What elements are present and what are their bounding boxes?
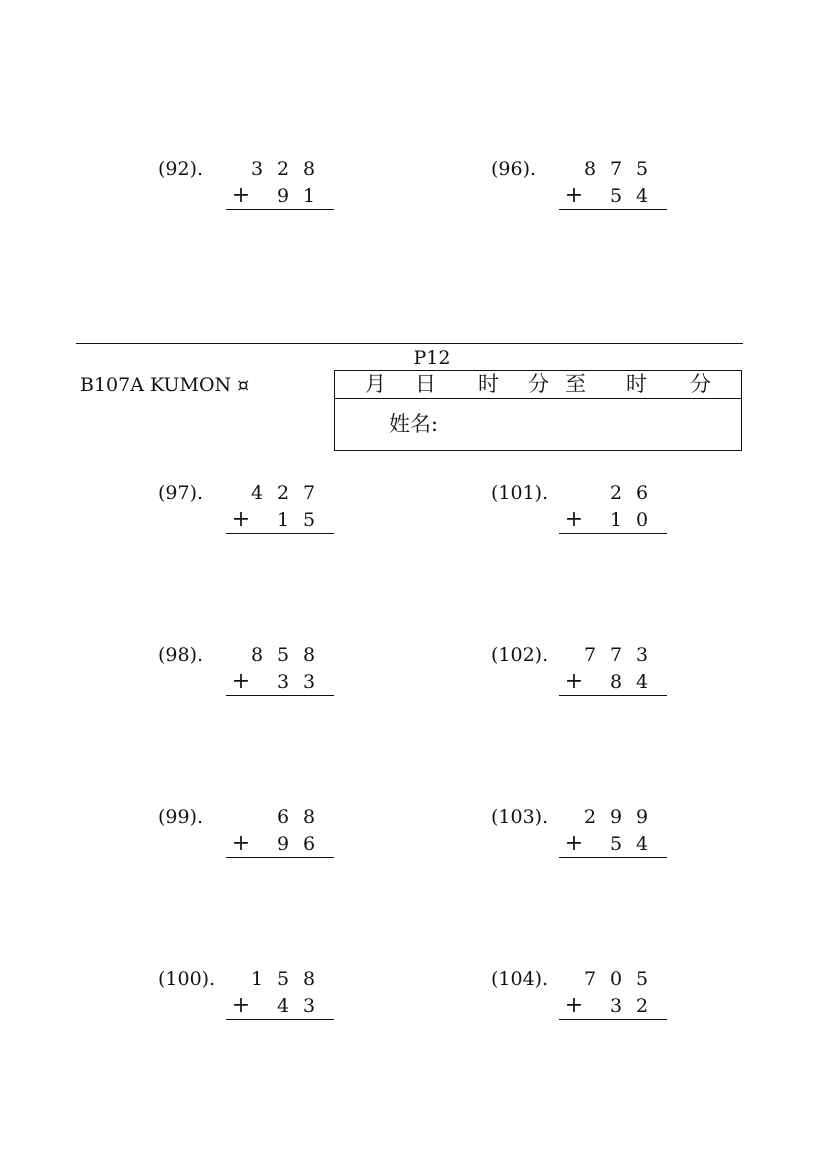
addend-bottom-digit: 4 bbox=[635, 185, 649, 207]
addend-bottom-digit: 3 bbox=[609, 995, 623, 1017]
addend-bottom-digit: 9 bbox=[276, 833, 290, 855]
plus-sign: + bbox=[231, 507, 251, 532]
addend-top-digit: 8 bbox=[583, 158, 597, 180]
addend-top-digit: 4 bbox=[250, 482, 264, 504]
addend-bottom-digit: 1 bbox=[609, 509, 623, 531]
page-number: P12 bbox=[413, 347, 451, 369]
name-label: 姓名: bbox=[389, 412, 439, 436]
addend-bottom-digit: 5 bbox=[302, 509, 316, 531]
answer-line bbox=[559, 1019, 667, 1020]
problem-102 bbox=[491, 643, 821, 703]
addend-bottom-digit: 3 bbox=[276, 671, 290, 693]
addend-top-digit: 2 bbox=[609, 482, 623, 504]
addend-top-digit: 8 bbox=[302, 158, 316, 180]
end-minute-field: 分 bbox=[690, 372, 711, 396]
addend-bottom-digit: 4 bbox=[635, 833, 649, 855]
plus-sign: + bbox=[231, 993, 251, 1018]
problem-number: (98). bbox=[158, 644, 204, 666]
addend-top-digit: 8 bbox=[302, 644, 316, 666]
addend-top-digit: 5 bbox=[635, 158, 649, 180]
addend-bottom-digit: 6 bbox=[302, 833, 316, 855]
addend-top-digit: 2 bbox=[583, 806, 597, 828]
problem-103 bbox=[491, 805, 821, 865]
problem-98 bbox=[158, 643, 488, 703]
addend-bottom-digit: 2 bbox=[635, 995, 649, 1017]
problem-number: (104). bbox=[491, 968, 549, 990]
problem-number: (92). bbox=[158, 158, 204, 180]
addend-bottom-digit: 5 bbox=[609, 185, 623, 207]
worksheet-code: B107A KUMON ¤ bbox=[80, 374, 250, 396]
problem-number: (96). bbox=[491, 158, 537, 180]
addend-top-digit: 7 bbox=[302, 482, 316, 504]
answer-line bbox=[226, 533, 334, 534]
addend-top-digit: 8 bbox=[302, 968, 316, 990]
problem-number: (103). bbox=[491, 806, 549, 828]
addend-top-digit: 0 bbox=[609, 968, 623, 990]
addend-top-digit: 5 bbox=[276, 644, 290, 666]
addend-bottom-digit: 1 bbox=[276, 509, 290, 531]
addend-top-digit: 8 bbox=[250, 644, 264, 666]
addend-bottom-digit: 9 bbox=[276, 185, 290, 207]
end-hour-field: 时 bbox=[626, 372, 647, 396]
section-divider bbox=[76, 343, 743, 344]
problem-number: (102). bbox=[491, 644, 549, 666]
answer-line bbox=[226, 695, 334, 696]
addend-top-digit: 5 bbox=[276, 968, 290, 990]
answer-line bbox=[559, 857, 667, 858]
problem-104 bbox=[491, 967, 821, 1027]
answer-line bbox=[226, 209, 334, 210]
problem-97 bbox=[158, 481, 488, 541]
addend-top-digit: 5 bbox=[635, 968, 649, 990]
addend-bottom-digit: 4 bbox=[635, 671, 649, 693]
addend-top-digit: 3 bbox=[635, 644, 649, 666]
problem-101 bbox=[491, 481, 821, 541]
addend-bottom-digit: 4 bbox=[276, 995, 290, 1017]
start-hour-field: 时 bbox=[478, 372, 499, 396]
problem-number: (100). bbox=[158, 968, 216, 990]
answer-line bbox=[226, 857, 334, 858]
addend-top-digit: 3 bbox=[250, 158, 264, 180]
problem-92 bbox=[158, 157, 488, 217]
plus-sign: + bbox=[231, 669, 251, 694]
problem-number: (97). bbox=[158, 482, 204, 504]
answer-line bbox=[559, 695, 667, 696]
plus-sign: + bbox=[564, 507, 584, 532]
addend-top-digit: 6 bbox=[635, 482, 649, 504]
problem-number: (101). bbox=[491, 482, 549, 504]
addend-top-digit: 9 bbox=[635, 806, 649, 828]
addend-top-digit: 7 bbox=[609, 158, 623, 180]
addend-top-digit: 9 bbox=[609, 806, 623, 828]
time-record-row bbox=[335, 371, 741, 399]
addend-top-digit: 6 bbox=[276, 806, 290, 828]
addend-top-digit: 7 bbox=[583, 968, 597, 990]
addend-top-digit: 7 bbox=[609, 644, 623, 666]
addend-bottom-digit: 3 bbox=[302, 671, 316, 693]
problem-99 bbox=[158, 805, 488, 865]
plus-sign: + bbox=[231, 831, 251, 856]
addend-bottom-digit: 1 bbox=[302, 185, 316, 207]
addend-bottom-digit: 0 bbox=[635, 509, 649, 531]
plus-sign: + bbox=[231, 183, 251, 208]
addend-bottom-digit: 8 bbox=[609, 671, 623, 693]
addend-top-digit: 2 bbox=[276, 482, 290, 504]
answer-line bbox=[559, 209, 667, 210]
plus-sign: + bbox=[564, 669, 584, 694]
problem-number: (99). bbox=[158, 806, 204, 828]
addend-top-digit: 2 bbox=[276, 158, 290, 180]
addend-top-digit: 1 bbox=[250, 968, 264, 990]
addend-top-digit: 8 bbox=[302, 806, 316, 828]
plus-sign: + bbox=[564, 993, 584, 1018]
answer-line bbox=[559, 533, 667, 534]
day-field: 日 bbox=[415, 372, 436, 396]
start-minute-field: 分 bbox=[528, 372, 549, 396]
plus-sign: + bbox=[564, 831, 584, 856]
problem-96 bbox=[491, 157, 821, 217]
answer-line bbox=[226, 1019, 334, 1020]
addend-bottom-digit: 5 bbox=[609, 833, 623, 855]
to-field: 至 bbox=[565, 372, 586, 396]
addend-top-digit: 7 bbox=[583, 644, 597, 666]
plus-sign: + bbox=[564, 183, 584, 208]
date-name-box bbox=[334, 370, 742, 451]
month-field: 月 bbox=[365, 372, 386, 396]
problem-100 bbox=[158, 967, 488, 1027]
addend-bottom-digit: 3 bbox=[302, 995, 316, 1017]
